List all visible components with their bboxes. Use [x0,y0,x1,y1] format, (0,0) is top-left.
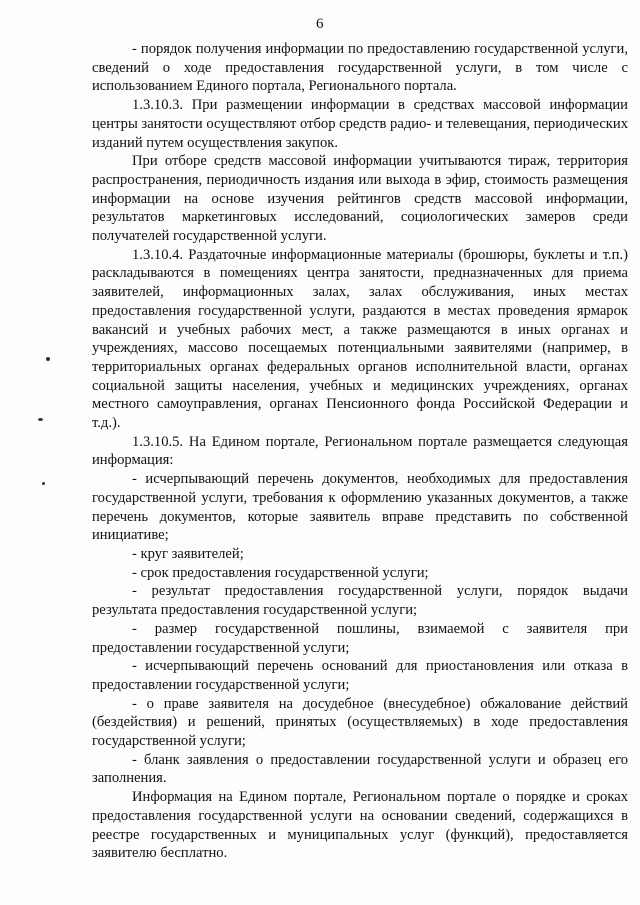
page-number: 6 [316,16,324,32]
paragraph-1-3-10-5: 1.3.10.5. На Едином портале, Региональном портале размещается следующая информация: [92,433,628,469]
scan-mark [46,357,50,361]
list-item-documents: - исчерпывающий перечень документов, необходимых для предоставления государственной услуги, требования к оформлению указанных документов, а также перечень документов, которые заявитель вправе представить по собственной инициативе; [92,471,628,544]
list-item-refusal-grounds: - исчерпывающий перечень оснований для приостановления или отказа в предоставлении государственной услуги; [92,658,628,693]
paragraph-info-procedure: - порядок получения информации по предоставлению государственной услуги, сведений о ходе предоставления государственной услуги, в том числе с использованием Единого портала, Регионального портала. [92,41,628,95]
list-item-applicants: - круг заявителей; [132,545,244,562]
scan-mark [38,418,43,421]
document-body [92,40,628,863]
paragraph-1-3-10-4: 1.3.10.4. Раздаточные информационные материалы (брошюры, буклеты и т.п.) раскладываются в помещениях центра занятости, предназначенных для приема заявителей, информационных залах, залах обслуживания, иных местах предоставления государственной услуги, раздаются в местах проведения ярмарок вакансий и учебных рабочих мест, а также размещаются в иных органах и учреждениях, массово посещаемых потенциальными заявителями (например, в территориальных органах федеральных органов исполнительной власти, органах социальной защиты населения, учебных и медицинских учреждениях, органах местного самоуправления, органах Пенсионного фонда Российской Федерации и т.д.). [92,246,628,432]
list-item-result: - результат предоставления государственной услуги, порядок выдачи результата предоставления государственной услуги; [92,583,628,619]
list-item-form: - бланк заявления о предоставлении государственной услуги и образец его заполнения. [92,751,628,787]
paragraph-media-selection: При отборе средств массовой информации учитываются тираж, территория распространения, периодичность издания или выхода в эфир, стоимость размещения информации на основе изучения рейтингов средств массовой информации, результатов маркетинговых исследований, социологических замеров среди получателей государственной услуги. [92,153,628,245]
scan-mark [42,482,45,485]
list-item-appeal-right: - о праве заявителя на досудебное (внесудебное) обжалование действий (бездействия) и решений, принятых (осуществляемых) в ходе предоставления государственной услуги; [92,695,628,750]
paragraph-1-3-10-3: 1.3.10.3. При размещении информации в средствах массовой информации центры занятости осуществляют отбор средств радио- и телевещания, периодических изданий путем осуществления закупок. [92,97,628,151]
list-item-term: - срок предоставления государственной услуги; [132,564,429,581]
paragraph-free-info: Информация на Едином портале, Региональном портале о порядке и сроках предоставления государственной услуги на основании сведений, содержащихся в реестре государственных и муниципальных услуг (функций), предоставляется заявителю бесплатно. [92,789,628,862]
list-item-duty: - размер государственной пошлины, взимаемой с заявителя при предоставлении государственной услуги; [92,620,628,656]
